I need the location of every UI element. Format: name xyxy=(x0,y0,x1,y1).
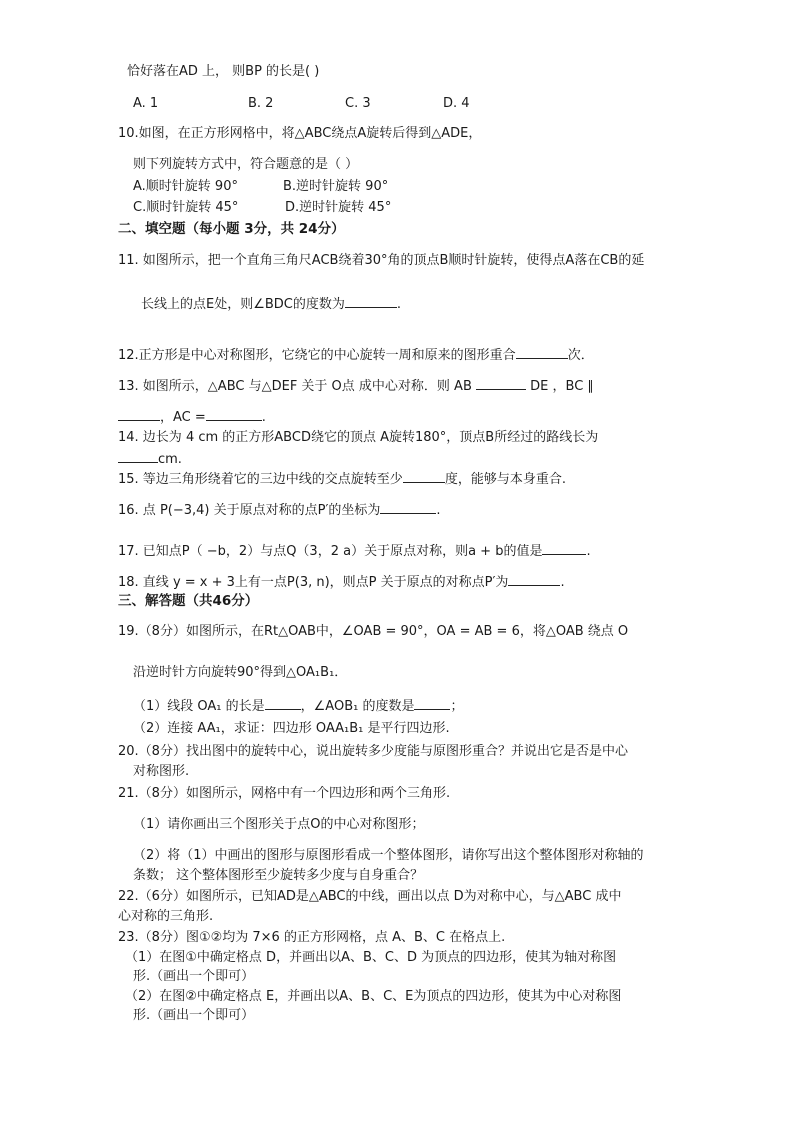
q21-line1: 21.（8分）如图所示，网格中有一个四边形和两个三角形. xyxy=(118,786,451,801)
q20-line2: 对称图形. xyxy=(133,764,190,779)
q19-blank-1[interactable] xyxy=(265,696,301,710)
q17-line: 17. 已知点P（ −b，2）与点Q（3，2 a）关于原点对称，则a + b的值是 . xyxy=(118,541,591,560)
q9-option-b: B. 2 xyxy=(248,96,274,111)
q10-option-b: B.逆时针旋转 90° xyxy=(283,179,389,194)
q9-option-d: D. 4 xyxy=(443,96,470,111)
q10-option-d: D.逆时针旋转 45° xyxy=(285,200,392,215)
q13-blank-2[interactable] xyxy=(118,407,160,421)
q13-blank-1[interactable] xyxy=(476,376,526,390)
q14-line2: cm. xyxy=(118,449,182,468)
q23-part2-line2: 形.（画出一个即可） xyxy=(133,1008,255,1023)
q16-line: 16. 点 P(−3,4) 关于原点对称的点P′的坐标为 . xyxy=(118,500,441,519)
q19-line1: 19.（8分）如图所示，在Rt△OAB中，∠OAB = 90°，OA = AB = 6，将△OAB 绕点 O xyxy=(118,624,629,639)
q21-part2-line1: （2）将（1）中画出的图形与原图形看成一个整体图形，请你写出这个整体图形对称轴的 xyxy=(133,848,644,863)
q10-option-c: C.顺时针旋转 45° xyxy=(133,200,239,215)
q23-part1-line1: （1）在图①中确定格点 D，并画出以A、B、C、D 为顶点的四边形，使其为轴对称图 xyxy=(125,950,617,965)
q13-line2: ，AC = . xyxy=(118,407,266,426)
q16-answer-blank[interactable] xyxy=(380,500,436,514)
q9-option-c: C. 3 xyxy=(345,96,371,111)
q10-stem: 10.如图，在正方形网格中，将△ABC绕点A旋转后得到△ADE， xyxy=(118,126,482,141)
q23-line1: 23.（8分）图①②均为 7×6 的正方形网格，点 A、B、C 在格点上. xyxy=(118,930,506,945)
q19-blank-2[interactable] xyxy=(414,696,450,710)
q22-line1: 22.（6分）如图所示，已知AD是△ABC的中线，画出以点 D为对称中心，与△ABC 成中 xyxy=(118,889,622,904)
q12-answer-blank[interactable] xyxy=(516,345,568,359)
q12-line: 12.正方形是中心对称图形，它绕它的中心旋转一周和原来的图形重合 次． xyxy=(118,345,594,364)
q21-part1: （1）请你画出三个图形关于点O的中心对称图形； xyxy=(133,817,425,832)
q22-line2: 心对称的三角形. xyxy=(118,909,214,924)
q23-part2-line1: （2）在图②中确定格点 E，并画出以A、B、C、E为顶点的四边形，使其为中心对称图 xyxy=(125,989,622,1004)
q9-line: 恰好落在AD 上， 则BP 的长是( ) xyxy=(127,64,320,79)
q9-option-a: A. 1 xyxy=(133,96,159,111)
q13-line1: 13. 如图所示，△ABC 与△DEF 关于 O点 成中心对称．则 AB DE ，BC ∥ xyxy=(118,376,594,395)
q23-part1-line2: 形.（画出一个即可） xyxy=(133,969,255,984)
q19-line2: 沿逆时针方向旋转90°得到△OA₁B₁． xyxy=(133,665,348,680)
q19-part1: （1）线段 OA₁ 的长是 ，∠AOB₁ 的度数是 ； xyxy=(133,696,464,715)
q18-answer-blank[interactable] xyxy=(508,572,560,586)
q11-line2: 长线上的点E处，则∠BDC的度数为 . xyxy=(141,294,401,313)
q15-answer-blank[interactable] xyxy=(403,469,445,483)
q19-part2: （2）连接 AA₁，求证：四边形 OAA₁B₁ 是平行四边形. xyxy=(133,721,450,736)
q11-answer-blank[interactable] xyxy=(345,294,397,308)
q21-part2-line2: 条数； 这个整体图形至少旋转多少度与自身重合？ xyxy=(133,868,424,883)
section-answer-title: 三、解答题（共46分） xyxy=(118,593,259,609)
q17-answer-blank[interactable] xyxy=(542,541,586,555)
q11-line1: 11. 如图所示，把一个直角三角尺ACB绕着30°角的顶点B顺时针旋转，使得点A落在CB的延 xyxy=(118,253,645,268)
q18-line: 18. 直线 y = x + 3上有一点P(3, n)，则点P 关于原点的对称点P′为 . xyxy=(118,572,565,591)
q14-answer-blank[interactable] xyxy=(118,449,158,463)
q15-line: 15. 等边三角形绕着它的三边中线的交点旋转至少 度，能够与本身重合. xyxy=(118,469,566,488)
section-fill-in-title: 二、填空题（每小题 3分，共 24分） xyxy=(118,221,345,237)
q10-line2: 则下列旋转方式中，符合题意的是（ ） xyxy=(133,157,359,172)
q14-line1: 14. 边长为 4 cm 的正方形ABCD绕它的顶点 A旋转180°，顶点B所经过的路线长为 xyxy=(118,430,599,445)
q13-blank-3[interactable] xyxy=(206,407,262,421)
q20-line1: 20.（8分）找出图中的旋转中心，说出旋转多少度能与原图形重合？并说出它是否是中心 xyxy=(118,744,628,759)
q10-option-a: A.顺时针旋转 90° xyxy=(133,179,238,194)
